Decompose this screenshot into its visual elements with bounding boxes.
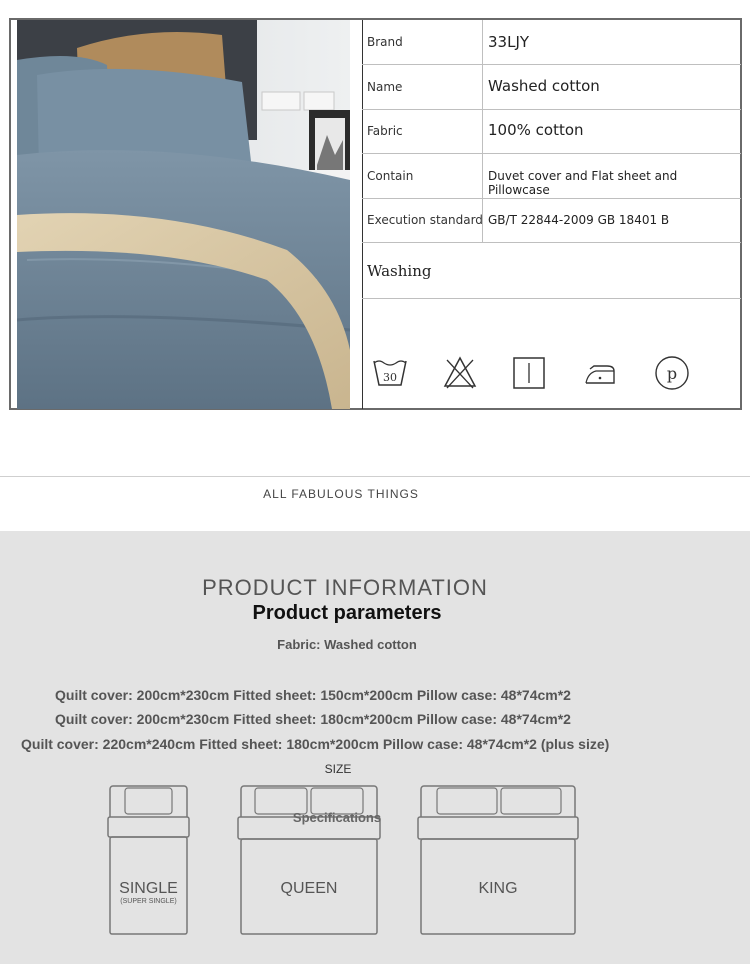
dry-clean-letter: p (666, 364, 678, 383)
washing-label: Washing (367, 262, 432, 280)
size-line-2: Quilt cover: 200cm*230cm Fitted sheet: 180cm*200cm Pillow case: 48*74cm*2 (55, 711, 571, 727)
name-value: Washed cotton (488, 77, 600, 95)
size-line-3: Quilt cover: 220cm*240cm Fitted sheet: 180cm*200cm Pillow case: 48*74cm*2 (plus size) (21, 736, 610, 752)
table-row (362, 20, 741, 65)
king-bed-diagram (417, 784, 579, 936)
specifications-label: Specifications (292, 810, 382, 825)
wash-30-icon (372, 355, 408, 391)
fabric-value: 100% cotton (488, 121, 584, 139)
name-key: Name (367, 80, 403, 94)
table-row (362, 153, 741, 199)
super-single-label: (SUPER SINGLE) (120, 898, 177, 905)
dry-clean-p-icon (654, 355, 690, 391)
product-info-section (0, 531, 750, 964)
table-row (362, 64, 741, 110)
brand-key: Brand (367, 35, 403, 49)
section-divider (0, 476, 750, 477)
standard-value: GB/T 22844-2009 GB 18401 B (488, 213, 670, 227)
table-row (362, 198, 741, 243)
tumble-dry-icon (511, 355, 547, 391)
size-line-1: Quilt cover: 200cm*230cm Fitted sheet: 150cm*200cm Pillow case: 48*74cm*2 (55, 687, 571, 703)
iron-low-icon (582, 355, 618, 391)
no-bleach-icon (442, 355, 478, 391)
standard-key: Execution standard (367, 213, 483, 227)
spec-table (362, 20, 741, 409)
king-label: KING (478, 880, 518, 897)
contain-value: Duvet cover and Flat sheet and Pillowcase (488, 169, 678, 197)
fabric-key: Fabric (367, 124, 403, 138)
single-label: SINGLE (119, 880, 178, 897)
fabric-line: Fabric: Washed cotton (277, 637, 417, 652)
brand-value: 33LJY (488, 33, 530, 51)
table-row (362, 242, 741, 299)
contain-key: Contain (367, 169, 414, 183)
single-bed-diagram (107, 784, 190, 936)
queen-bed-diagram (237, 784, 381, 936)
table-row (362, 109, 741, 154)
size-label: SIZE (324, 762, 352, 776)
product-parameters-heading: Product parameters (252, 602, 442, 624)
bedding-photo (17, 20, 350, 409)
wash-temp: 30 (383, 371, 397, 384)
tagline: ALL FABULOUS THINGS (263, 487, 419, 501)
product-info-heading: PRODUCT INFORMATION (202, 575, 488, 600)
queen-label: QUEEN (280, 880, 338, 897)
